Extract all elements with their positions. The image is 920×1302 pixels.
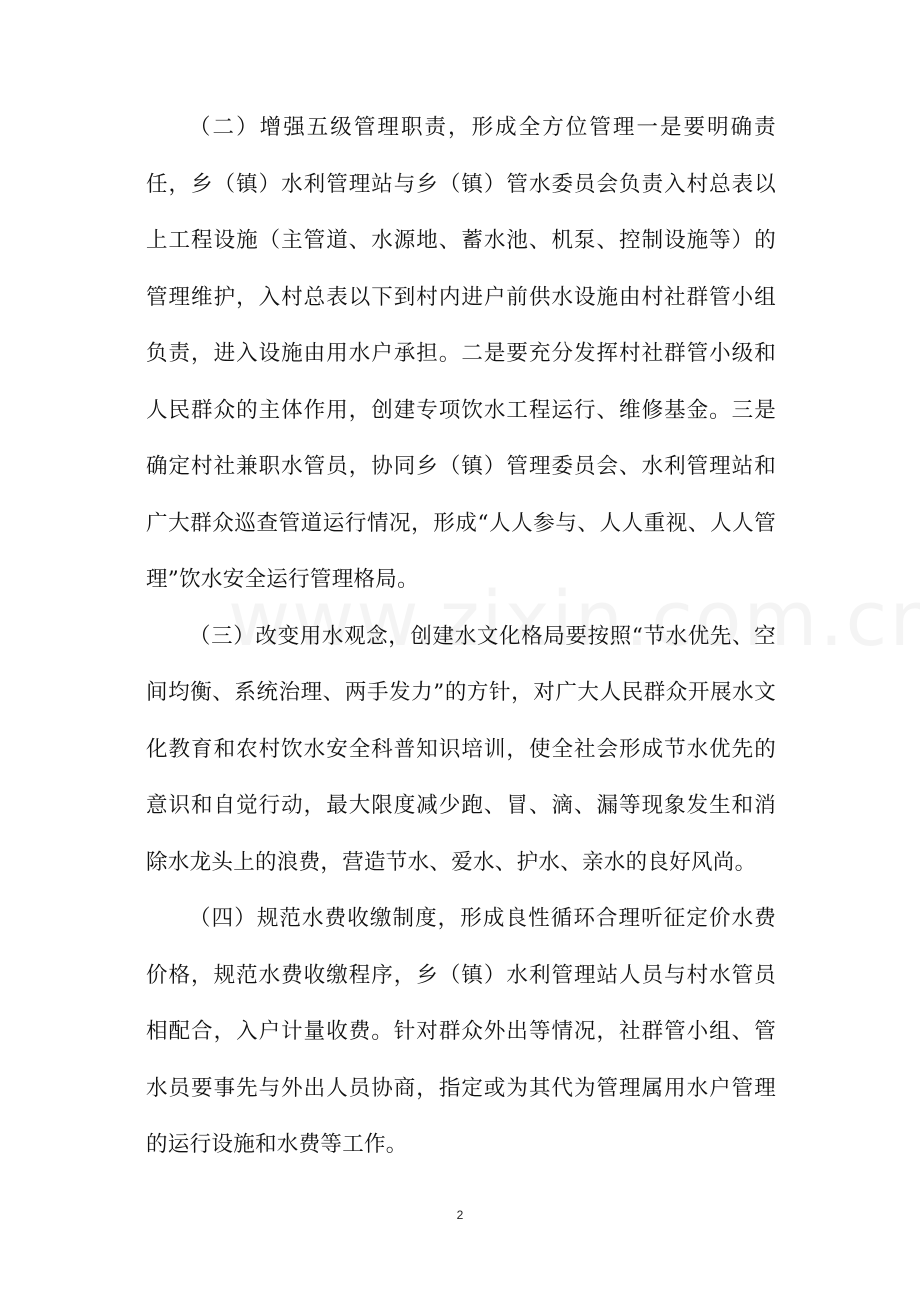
paragraph-section-3: （三）改变用水观念，创建水文化格局要按照“节水优先、空间均衡、系统治理、两手发力”的方针，对广大人民群众开展水文化教育和农村饮水安全科普知识培训，使全社会形成节水优先的意识和自觉行动，最大限度减少跑、冒、滴、漏等现象发生和消除水龙头上的浪费，营造节水、爱水、护水、亲水的良好风尚。: [146, 623, 776, 875]
paragraph-section-2: （二）增强五级管理职责，形成全方位管理一是要明确责任，乡（镇）水利管理站与乡（镇）管水委员会负责入村总表以上工程设施（主管道、水源地、蓄水池、机泵、控制设施等）的管理维护，入村总表以下到村内进户前供水设施由村社群管小组负责，进入设施由用水户承担。二是要充分发挥村社群管小级和人民群众的主体作用，创建专项饮水工程运行、维修基金。三是确定村社兼职水管员，协同乡（镇）管理委员会、水利管理站和广大群众巡查管道运行情况，形成“人人参与、人人重视、人人管理”饮水安全运行管理格局。: [146, 115, 776, 592]
page-number: 2: [456, 1208, 464, 1222]
document-body: [146, 100, 776, 1174]
paragraph-section-4: （四）规范水费收缴制度，形成良性循环合理听征定价水费价格，规范水费收缴程序，乡（镇）水利管理站人员与村水管员相配合，入户计量收费。针对群众外出等情况，社群管小组、管水员要事先与外出人员协商，指定或为其代为管理属用水户管理的运行设施和水费等工作。: [146, 906, 776, 1157]
